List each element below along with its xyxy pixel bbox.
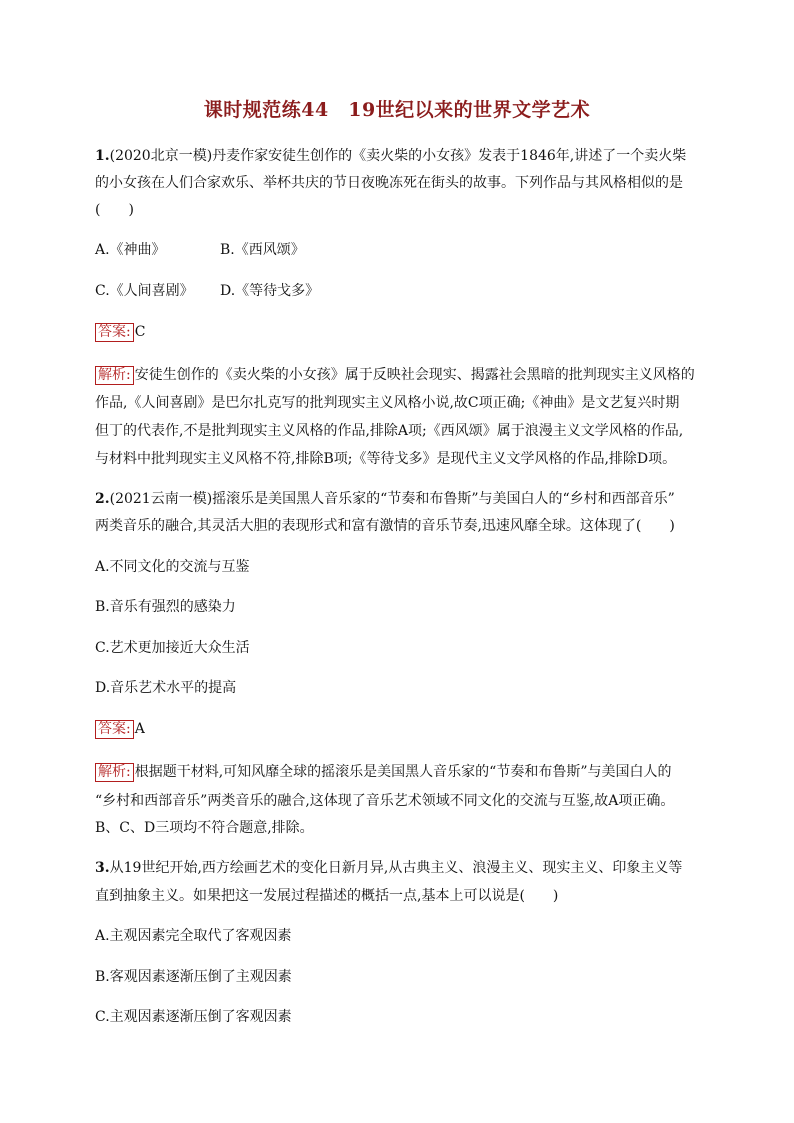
question-1-options-row2	[95, 281, 319, 301]
option-d: D.《等待戈多》	[220, 283, 320, 299]
question-1-analysis-line4: 与材料中批判现实主义风格不符,排除B项;《等待戈多》是现代主义文学风格的作品,排除D项。	[95, 451, 677, 467]
analysis-tag: 解析:	[95, 763, 134, 782]
question-text: (2021云南一模)摇滚乐是美国黑人音乐家的“节奏和布鲁斯”与美国白人的“乡村和西部音乐”	[109, 491, 675, 507]
question-1-blank: ( )	[95, 202, 134, 218]
option-c: C.《人间喜剧》	[95, 283, 194, 299]
question-2-analysis-line2: “乡村和西部音乐”两类音乐的融合,这体现了音乐艺术领域不同文化的交流与互鉴,故A项正确。	[95, 793, 675, 809]
question-2-analysis-line3: B、C、D三项均不符合题意,排除。	[95, 820, 314, 836]
analysis-tag: 解析:	[95, 366, 134, 385]
question-2-stem-line2: 两类音乐的融合,其灵活大胆的表现形式和富有激情的音乐节奏,迅速风靡全球。这体现了( )	[95, 518, 675, 534]
answer-tag: 答案:	[95, 323, 134, 342]
question-1-analysis-line2: 作品,《人间喜剧》是巴尔扎克写的批判现实主义风格小说,故C项正确;《神曲》是文艺复兴时期	[95, 395, 680, 411]
question-2-option-c: C.艺术更加接近大众生活	[95, 640, 250, 656]
question-1-stem-line2: 的小女孩在人们合家欢乐、举杯共庆的节日夜晚冻死在街头的故事。下列作品与其风格相似的是	[95, 175, 683, 191]
question-2-option-b: B.音乐有强烈的感染力	[95, 599, 236, 615]
answer-value: C	[134, 324, 146, 340]
question-2-answer	[95, 719, 145, 739]
question-1-options-row1	[95, 240, 305, 260]
analysis-text: 安徒生创作的《卖火柴的小女孩》属于反映社会现实、揭露社会黑暗的批判现实主义风格的	[134, 367, 695, 383]
question-3-option-c: C.主观因素逐渐压倒了客观因素	[95, 1009, 292, 1025]
page-title: 课时规范练44 19世纪以来的世界文学艺术	[203, 99, 591, 121]
question-number: 3.	[95, 860, 110, 876]
question-2-option-d: D.音乐艺术水平的提高	[95, 680, 237, 696]
question-3-option-a: A.主观因素完全取代了客观因素	[95, 928, 292, 944]
answer-tag: 答案:	[95, 720, 134, 739]
question-3-stem-line2: 直到抽象主义。如果把这一发展过程描述的概括一点,基本上可以说是( )	[95, 888, 559, 904]
question-2-option-a: A.不同文化的交流与互鉴	[95, 559, 250, 575]
question-text: (2020北京一模)丹麦作家安徒生创作的《卖火柴的小女孩》发表于1846年,讲述了一个卖火柴	[109, 148, 687, 164]
question-text: 从19世纪开始,西方绘画艺术的变化日新月异,从古典主义、浪漫主义、现实主义、印象主义等	[109, 860, 683, 876]
question-1-analysis-line1	[95, 365, 695, 385]
question-2-stem	[95, 489, 675, 509]
question-number: 1.	[95, 148, 110, 164]
option-a: A.《神曲》	[95, 242, 166, 258]
question-1-stem	[95, 146, 686, 166]
question-number: 2.	[95, 491, 110, 507]
answer-value: A	[134, 721, 145, 737]
question-3-option-b: B.客观因素逐渐压倒了主观因素	[95, 969, 292, 985]
analysis-text: 根据题干材料,可知风靡全球的摇滚乐是美国黑人音乐家的“节奏和布鲁斯”与美国白人的	[134, 764, 672, 780]
question-2-analysis-line1	[95, 762, 671, 782]
question-1-analysis-line3: 但丁的代表作,不是批判现实主义风格的作品,排除A项;《西风颂》属于浪漫主义文学风格的作品,	[95, 423, 684, 439]
option-b: B.《西风颂》	[220, 242, 305, 258]
question-3-stem	[95, 858, 682, 878]
question-1-answer	[95, 322, 145, 342]
